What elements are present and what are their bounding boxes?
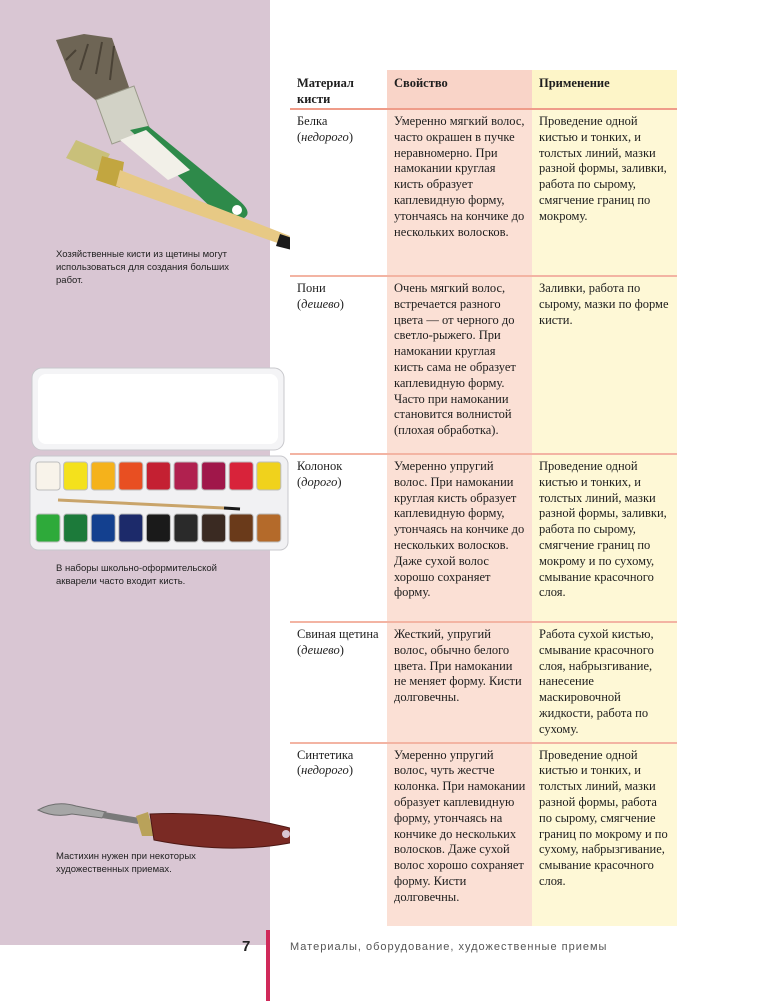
brushes-illustration [40, 30, 330, 260]
paint-pan [229, 462, 253, 490]
paint-pan [257, 462, 281, 490]
property-pony: Очень мягкий волос, встречается разного цвета — от черного до светло-рыжего. При намокании круглая кисть сама не образует каплевидную форму. Часто при намокании становится волнистой (плохая обработка). [387, 277, 532, 453]
small-brush [66, 140, 314, 254]
paint-pan [64, 462, 88, 490]
material-synthetic: Синтетика (недорого) [290, 744, 387, 926]
paint-pan [119, 514, 143, 542]
material-kolinsky: Колонок (дорого) [290, 455, 387, 621]
paint-pan [91, 462, 115, 490]
property-kolinsky: Умеренно упругий волос. При намокании круглая кисть образует каплевидную форму, утончаясь на кончике до нескольких волосков. Даже сухой волос хорошо сохраняет форму. [387, 455, 532, 621]
paint-pan [36, 514, 60, 542]
paint-pan [174, 514, 198, 542]
price-label: дешево [301, 642, 340, 657]
header-use: Применение [532, 70, 677, 108]
paint-pans-bottom [36, 514, 281, 542]
use-bristle: Работа сухой кистью, смывание красочного слоя, набрызгивание, нанесение маскировочной жидкости, работа по сухому. [532, 623, 677, 742]
paint-pan [36, 462, 60, 490]
use-pony: Заливки, работа по сырому, мазки по форме кисти. [532, 277, 677, 453]
paint-pan [146, 462, 170, 490]
paint-pan [202, 462, 226, 490]
paint-pan [257, 514, 281, 542]
property-bristle: Жесткий, упругий волос, обычно белого цвета. При намокании не меняет форму. Кисти долговечны. [387, 623, 532, 742]
use-synthetic: Проведение одной кистью и тонких, и толстых линий, мазки разной формы, работа по сырому, смягчение границ по мокрому и по сухому, набрызгивание, смывание красочного слоя. [532, 744, 677, 926]
paint-pan [119, 462, 143, 490]
price-label: недорого [301, 763, 349, 778]
caption-paints: В наборы школьно-оформительской акварели часто входит кисть. [56, 563, 217, 587]
material-pony: Пони (дешево) [290, 277, 387, 453]
paint-pan [91, 514, 115, 542]
header-material: Материал кисти [290, 70, 387, 108]
use-squirrel: Проведение одной кистью и тонких, и толстых линий, мазки разной формы, заливки, работа по сырому, смягчение границ по мокрому. [532, 110, 677, 275]
material-squirrel: Белка (недорого) [290, 110, 387, 275]
paint-pan [146, 514, 170, 542]
header-property: Свойство [387, 70, 532, 108]
property-synthetic: Умеренно упругий волос, чуть жестче колонка. При намокании образует каплевидную форму, утончаясь на кончике до нескольких волосков. Даже сухой волос хорошо сохраняет форму. Кисти долговечны. [387, 744, 532, 926]
paint-set-illustration [28, 366, 290, 552]
running-title: Материалы, оборудование, художественные приемы [290, 941, 608, 953]
paint-pan [64, 514, 88, 542]
paint-pans-top [36, 462, 281, 490]
paint-pan [202, 514, 226, 542]
price-label: дорого [301, 474, 338, 489]
use-kolinsky: Проведение одной кистью и тонких, и толстых линий, мазки разной формы, заливки, работа по сырому, смягчение границ по мокрому и по сухому, смывание красочного слоя. [532, 455, 677, 621]
palette-knife-illustration [36, 796, 326, 858]
price-label: недорого [301, 129, 349, 144]
caption-brushes: Хозяйственные кисти из щетины могут использоваться для создания больших работ. [56, 249, 230, 286]
brush-materials-table [290, 70, 677, 926]
footer-accent-bar [266, 930, 270, 1001]
material-bristle: Свиная щетина (дешево) [290, 623, 387, 737]
paint-pan [174, 462, 198, 490]
property-squirrel: Умеренно мягкий волос, часто окрашен в пучке неравномерно. При намокании круглая кисть образует каплевидную форму, утончаясь на кончике до нескольких волосков. [387, 110, 532, 275]
sidebar-bottom [0, 945, 270, 1001]
price-label: дешево [301, 296, 340, 311]
caption-knife: Мастихин нужен при некоторых художественных приемах. [56, 851, 196, 875]
paint-pan [229, 514, 253, 542]
page-number: 7 [242, 938, 251, 955]
